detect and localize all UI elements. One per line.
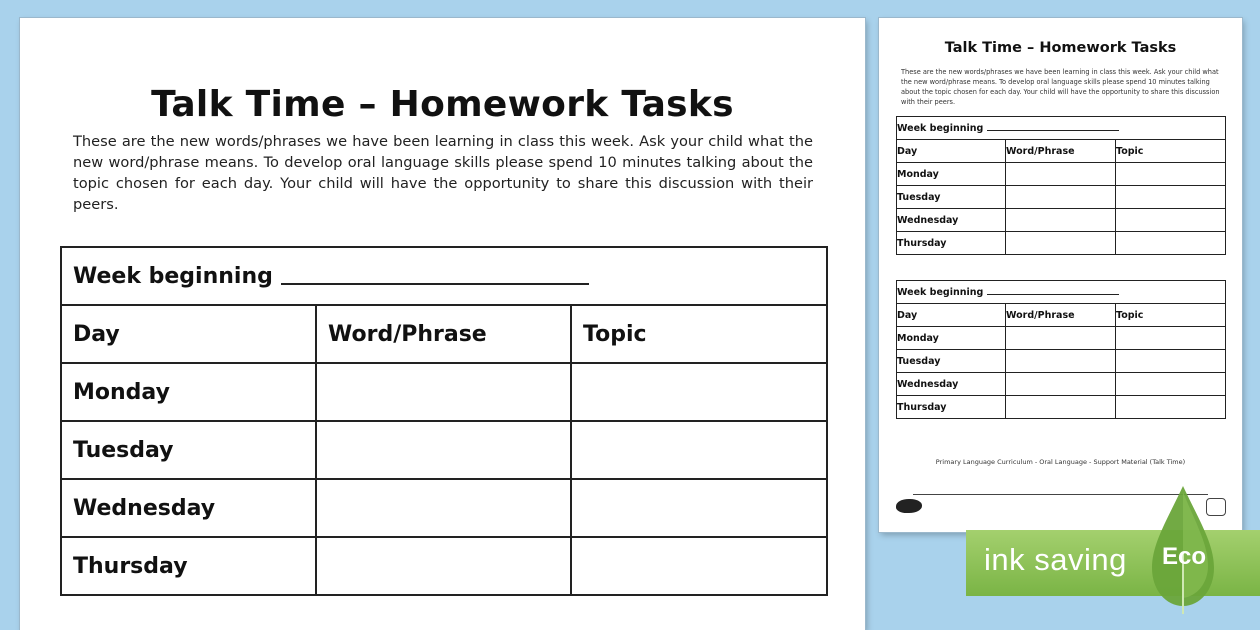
table-row: [897, 232, 1226, 255]
table-row: [61, 537, 827, 595]
header-word-phrase: Word/Phrase: [316, 305, 571, 363]
day-tuesday: Tuesday: [897, 350, 1006, 373]
intro-text: These are the new words/phrases we have been learning in class this week. Ask your child what the new word/phrase means. To develop oral language skills please spend 10 minutes talking about the topic chosen for each day. Your child will have the opportunity to share this discussion with their peers.: [73, 133, 813, 213]
header-topic: Topic: [1116, 140, 1226, 163]
week-beginning-label: Week beginning: [73, 263, 273, 289]
day-wednesday: Wednesday: [897, 373, 1006, 396]
table-row: [897, 350, 1226, 373]
table-row: [61, 363, 827, 421]
day-thursday: Thursday: [61, 537, 316, 595]
day-tuesday: Tuesday: [897, 186, 1006, 209]
week-beginning-line: [987, 129, 1119, 131]
table-row: [61, 421, 827, 479]
main-worksheet: [20, 18, 865, 630]
header-topic: Topic: [571, 305, 827, 363]
word-cell: [316, 421, 571, 479]
preview-worksheet: [879, 18, 1242, 532]
word-cell: [316, 363, 571, 421]
day-wednesday: Wednesday: [61, 479, 316, 537]
preview-title: Talk Time – Homework Tasks: [944, 40, 1177, 56]
word-cell: [316, 479, 571, 537]
preview-footer: Primary Language Curriculum - Oral Language - Support Material (Talk Time): [935, 458, 1186, 466]
header-topic: Topic: [1116, 304, 1226, 327]
table-row: [897, 327, 1226, 350]
week-beginning-cell: [897, 117, 1226, 140]
day-thursday: Thursday: [897, 232, 1006, 255]
week-beginning-cell: [897, 281, 1226, 304]
header-word-phrase: Word/Phrase: [1006, 304, 1116, 327]
topic-cell: [571, 363, 827, 421]
day-monday: Monday: [61, 363, 316, 421]
page-title: Talk Time – Homework Tasks: [151, 84, 734, 125]
header-word-phrase: Word/Phrase: [1006, 140, 1116, 163]
week-beginning-cell: [61, 247, 827, 305]
table-row: [897, 209, 1226, 232]
day-thursday: Thursday: [897, 396, 1006, 419]
table-row: [897, 373, 1226, 396]
header-day: Day: [61, 305, 316, 363]
day-wednesday: Wednesday: [897, 209, 1006, 232]
week-beginning-line: [987, 293, 1119, 295]
eco-label: Eco: [1161, 543, 1206, 570]
word-cell: [316, 537, 571, 595]
week-beginning-line: [281, 282, 589, 285]
preview-table-2: [896, 280, 1226, 419]
topic-cell: [571, 421, 827, 479]
twinkl-logo-icon: [896, 499, 922, 513]
table-row: [61, 479, 827, 537]
table-row: [897, 396, 1226, 419]
header-day: Day: [897, 140, 1006, 163]
day-tuesday: Tuesday: [61, 421, 316, 479]
header-day: Day: [897, 304, 1006, 327]
table-row: [897, 186, 1226, 209]
day-monday: Monday: [897, 327, 1006, 350]
preview-intro: These are the new words/phrases we have been learning in class this week. Ask your child what the new word/phrase means. To develop oral language skills please spend 10 minutes talking about the topic chosen for each day. Your child will have the opportunity to share this discussion with their peers.: [901, 68, 1220, 106]
preview-table-1: [896, 116, 1226, 255]
homework-table: [60, 246, 828, 596]
week-beginning-label: Week beginning: [897, 286, 984, 298]
ink-saving-text: ink saving: [984, 542, 1127, 577]
topic-cell: [571, 537, 827, 595]
day-monday: Monday: [897, 163, 1006, 186]
week-beginning-label: Week beginning: [897, 122, 984, 134]
table-row: [897, 163, 1226, 186]
topic-cell: [571, 479, 827, 537]
